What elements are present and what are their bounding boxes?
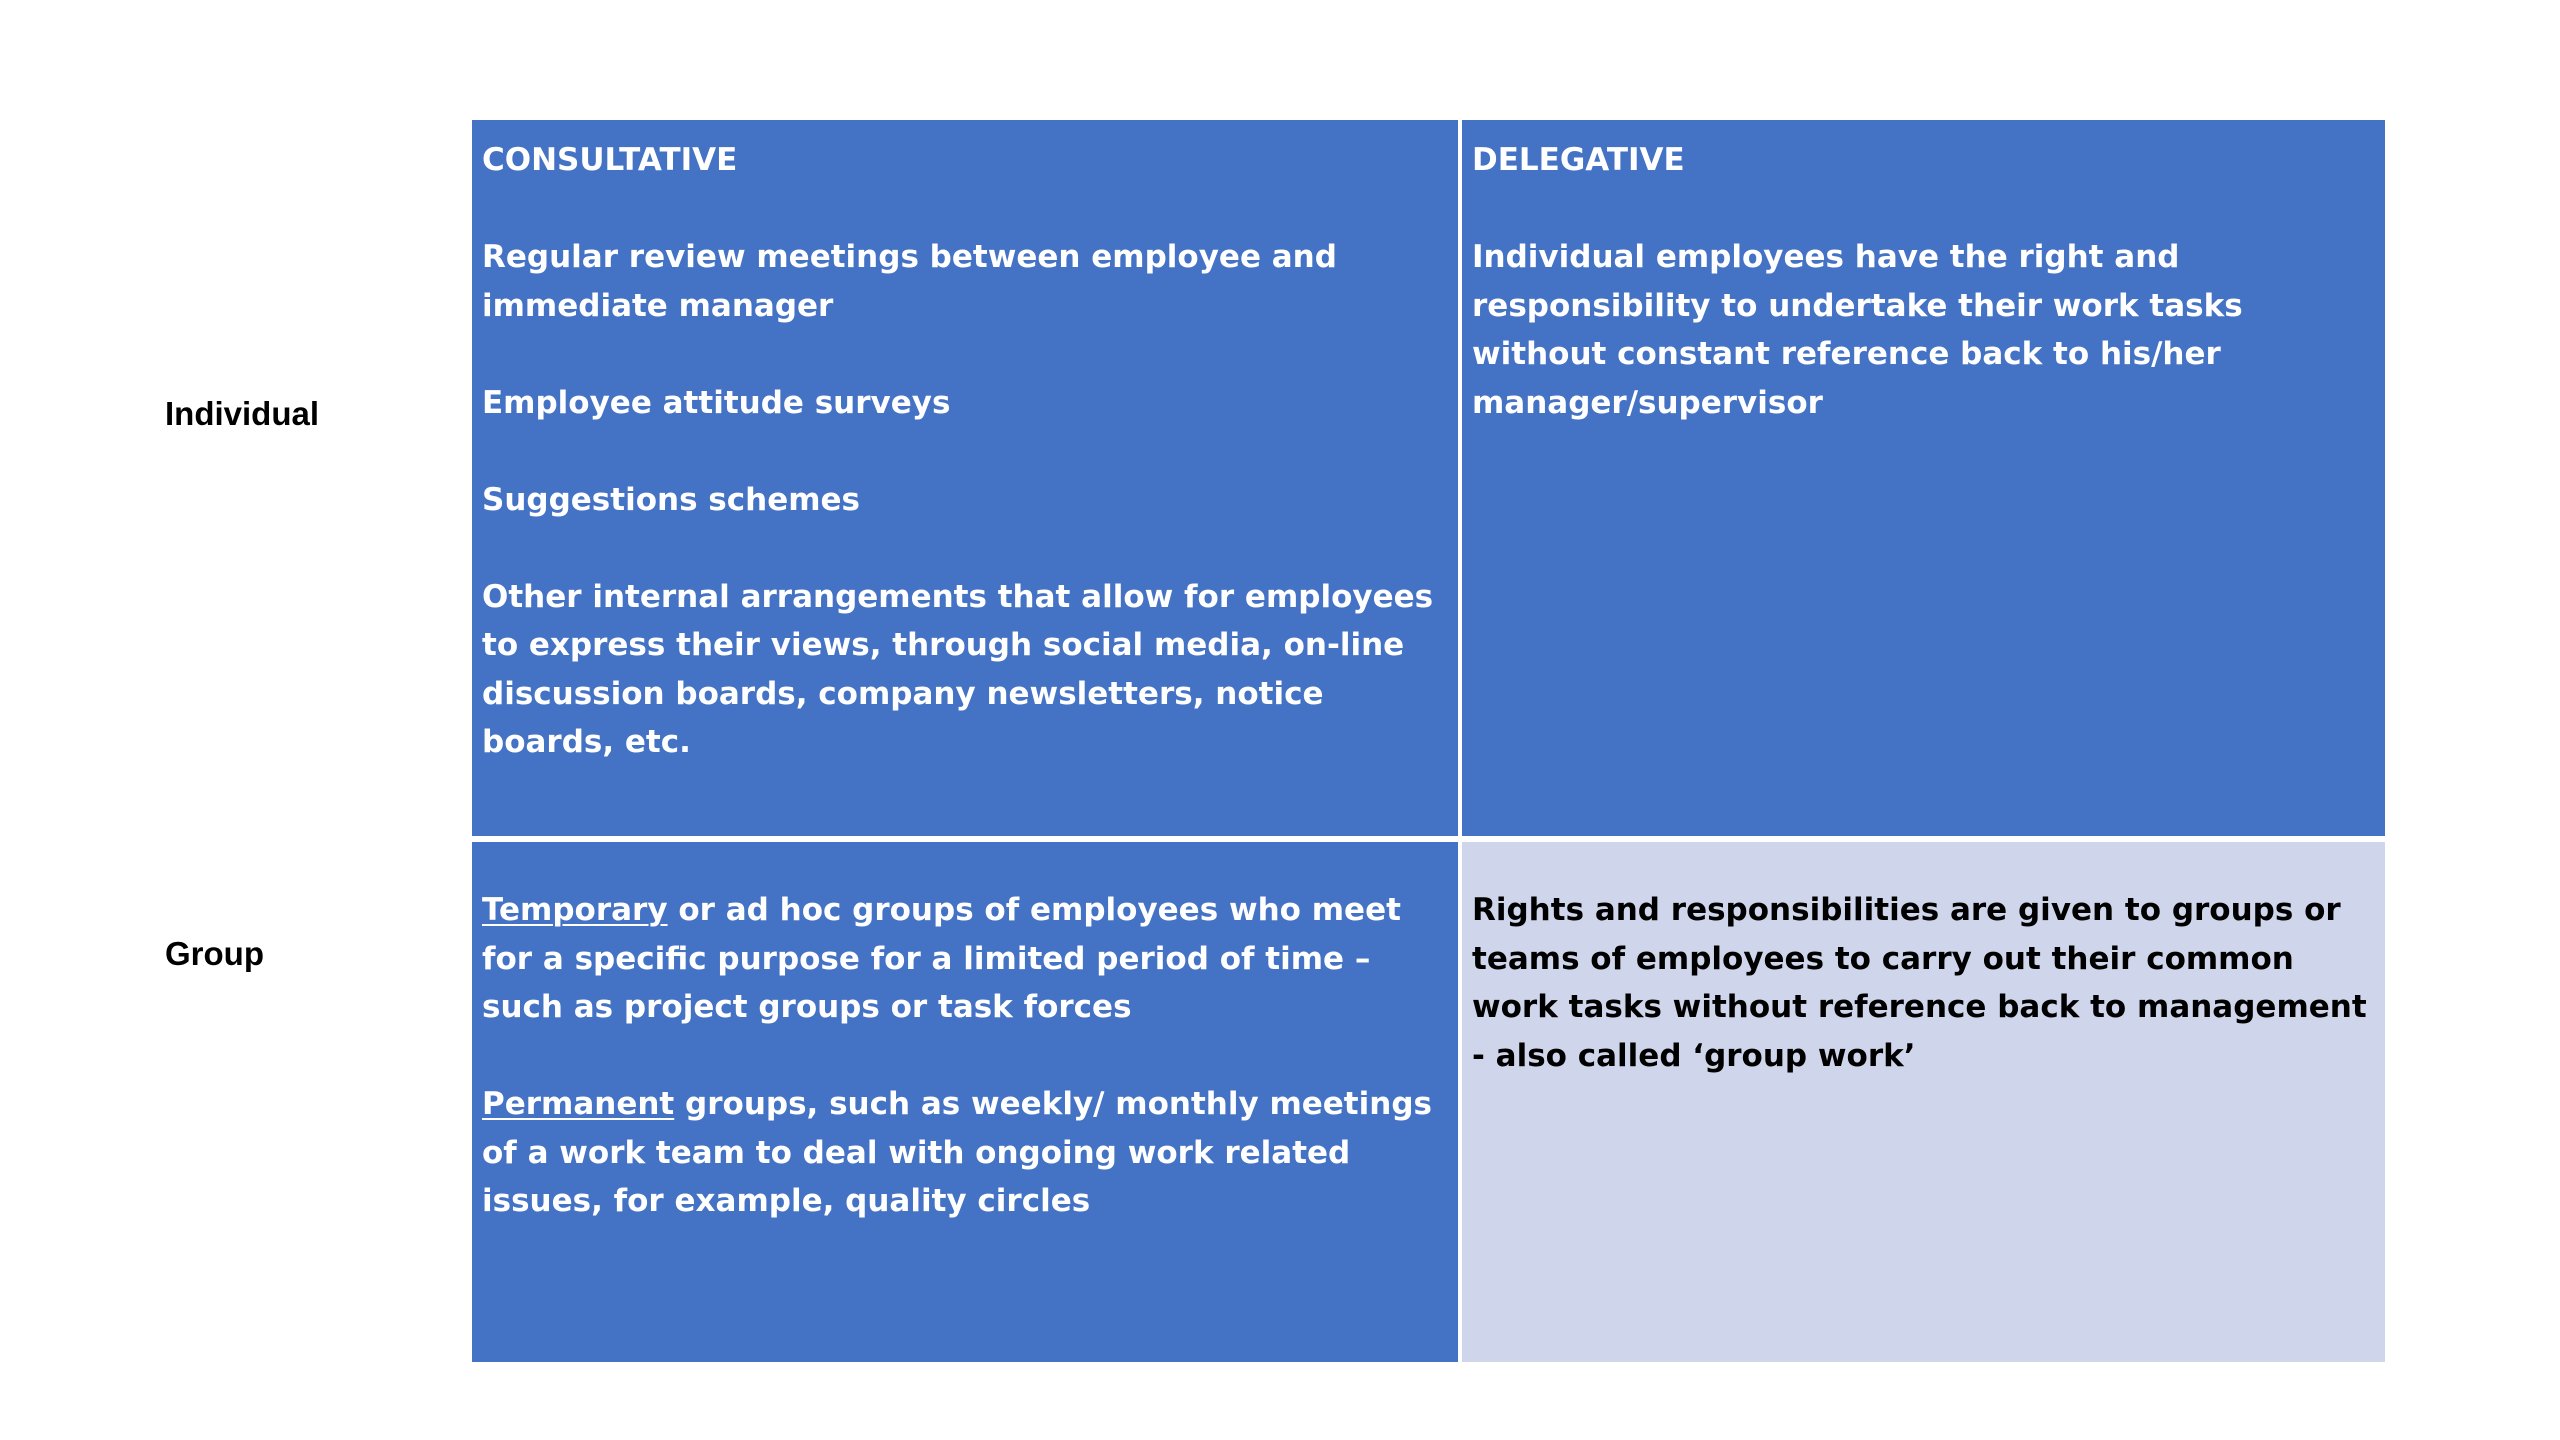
consultative-item-attitude-surveys: Employee attitude surveys: [482, 384, 951, 421]
delegative-group-text: Rights and responsibilities are given to groups or teams of employees to carry out their common work tasks without reference back to management - also called ‘group work’: [1472, 892, 2367, 1074]
temporary-text: or ad hoc groups of employees who meet for a specific purpose for a limited period of time – such as project groups or task forces: [482, 892, 1401, 1025]
cell-delegative-group: [1462, 842, 2385, 1362]
row-label-group: Group: [165, 935, 264, 972]
delegative-individual-text: Individual employees have the right and responsibility to undertake their work tasks without constant reference back to his/her manager/supervisor: [1472, 239, 2243, 421]
row-label-individual: Individual: [165, 395, 320, 432]
permanent-text: groups, such as weekly/ monthly meetings of a work team to deal with ongoing work related issues, for example, quality circles: [482, 1086, 1432, 1219]
temporary-label: Temporary: [482, 892, 668, 928]
column-heading-delegative: DELEGATIVE: [1472, 142, 1685, 178]
column-heading-consultative: CONSULTATIVE: [482, 142, 738, 178]
permanent-label: Permanent: [482, 1086, 675, 1122]
consultative-item-suggestions: Suggestions schemes: [482, 481, 861, 518]
cell-delegative-individual: [1462, 120, 2385, 836]
consultative-group-temporary: [482, 886, 1448, 1032]
consultative-group-permanent: [482, 1080, 1448, 1226]
consultative-item-internal-arrangements: Other internal arrangements that allow for employees to express their views, through social media, on-line discussion boards, company newsletters, notice boards, etc.: [482, 578, 1434, 760]
consultative-item-review-meetings: Regular review meetings between employee and immediate manager: [482, 239, 1337, 324]
cell-consultative-individual: [472, 120, 1458, 836]
cell-consultative-group: [472, 842, 1458, 1362]
